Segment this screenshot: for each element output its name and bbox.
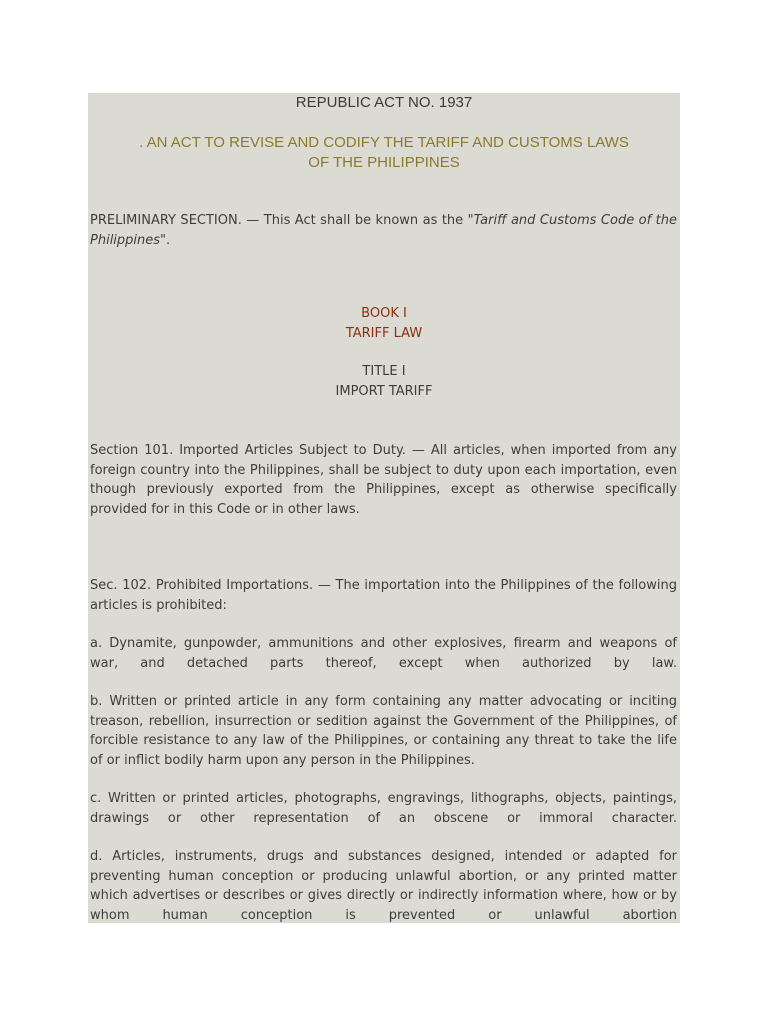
book-number: BOOK I (361, 306, 407, 321)
section-102-item-c: c. Written or printed articles, photographs, engravings, lithographs, objects, paintings, drawings or other representation of an obscene or immoral character. (90, 791, 677, 826)
preliminary-lead: PRELIMINARY SECTION. — This Act shall be known as the " (90, 213, 474, 228)
preliminary-trail: ". (160, 232, 171, 248)
act-title-line-2: OF THE PHILIPPINES (308, 153, 460, 171)
preliminary-section (90, 211, 677, 250)
book-name: TARIFF LAW (345, 325, 423, 341)
section-102-item-a: a. Dynamite, gunpowder, ammunitions and other explosives, firearm and weapons of war, and detached parts thereof, except when authorized by law. (90, 636, 677, 671)
section-102-intro: Sec. 102. Prohibited Importations. — The importation into the Philippines of the following articles is prohibited: (90, 578, 677, 613)
title-name: IMPORT TARIFF (335, 383, 433, 399)
act-number-heading: REPUBLIC ACT NO. 1937 (295, 94, 473, 111)
act-title-line-1: . AN ACT TO REVISE AND CODIFY THE TARIFF AND CUSTOMS LAWS (139, 134, 629, 151)
section-102-item-d: d. Articles, instruments, drugs and substances designed, intended or adapted for preventing human conception or producing unlawful abortion, or any printed matter which advertises or describes or gives directly or indirectly information where, how or by whom human conception is prevented or unlawful abortion (90, 849, 677, 923)
title-number: TITLE I (362, 364, 406, 379)
section-102-item-b: b. Written or printed article in any form containing any matter advocating or inciting treason, rebellion, insurrection or sedition against the Government of the Philippines, of forcible resistance to any law of the Philippines, or containing any threat to take the life of or inflict bodily harm upon any person in the Philippines. (90, 694, 677, 768)
title-heading (88, 362, 680, 401)
section-101: Section 101. Imported Articles Subject to Duty. — All articles, when imported from any foreign country into the Philippines, shall be subject to duty upon each importation, even though previously exported from the Philippines, except as otherwise specifically provided for in this Code or in other laws. (90, 443, 677, 517)
document-page (88, 93, 680, 923)
book-heading (88, 304, 680, 343)
act-title (88, 133, 680, 172)
code-name: Tariff and Customs Code of the Philippines (90, 213, 677, 248)
